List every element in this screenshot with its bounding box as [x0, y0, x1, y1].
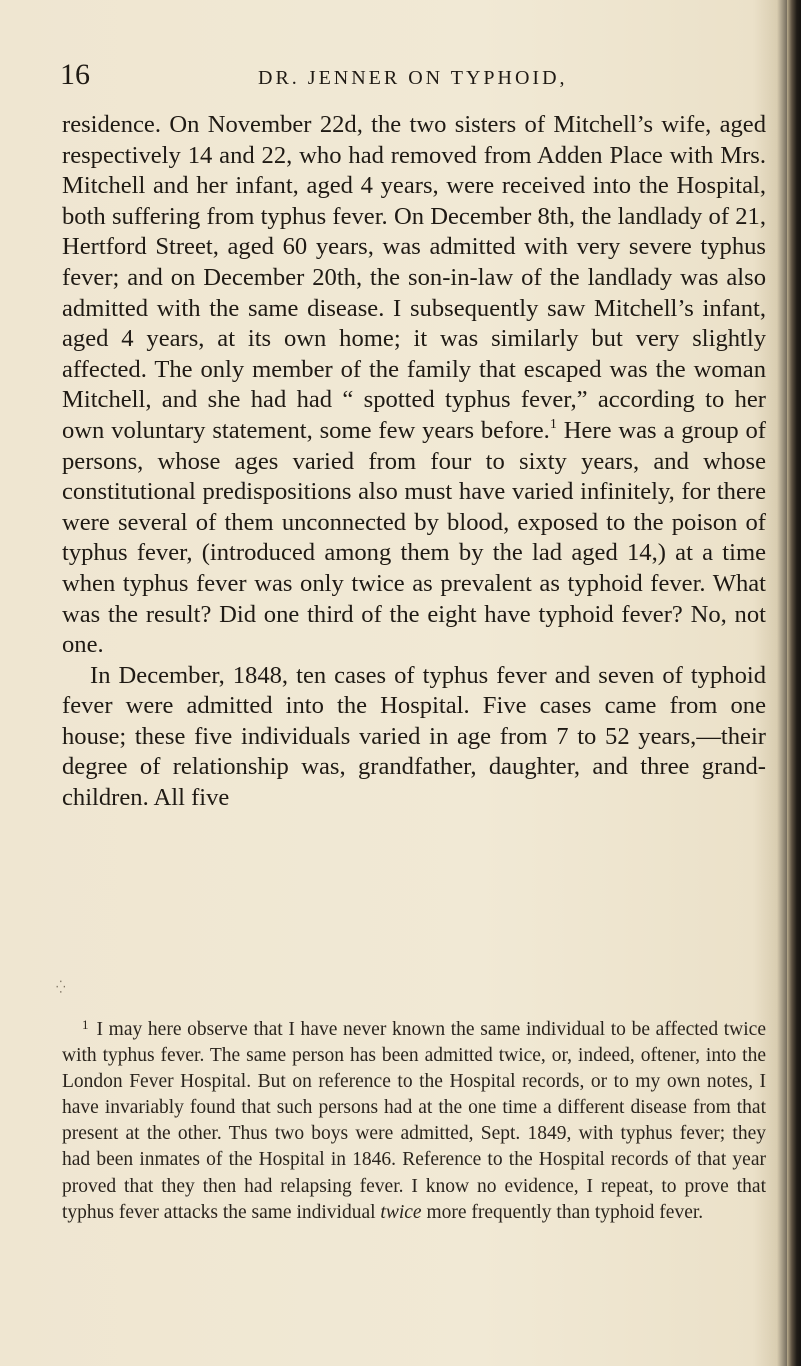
- page-number: 16: [60, 58, 90, 91]
- paragraph-text: residence. On November 22d, the two sisters of Mitchell’s wife, aged respectively 14 and 22, who had removed from Adden Place with Mrs. Mitchell and her infant, aged 4 years, were received into the Hospital, both suffering from typhus fever. On December 8th, the landlady of 21, Hertford Street, aged 60 years, was admitted with very severe typhus fever; and on December 20th, the son-in-law of the landlady was also admitted with the same disease. I subsequently saw Mitchell’s infant, aged 4 years, at its own home; it was similarly but very slightly affected. The only member of the family that escaped was the woman Mitchell, and she had had “ spotted typhus fever,” according to her own voluntary statement, some few years before.: [62, 111, 766, 444]
- footnote-emphasis: twice: [380, 1201, 422, 1223]
- footnote-marker: 1: [82, 1017, 89, 1032]
- footnote-reference: 1: [549, 416, 557, 432]
- paragraph: [62, 110, 766, 661]
- page-edge-shadow: [787, 0, 801, 1366]
- footnote-text: more frequently than typhoid fever.: [421, 1201, 704, 1223]
- page-header: [60, 55, 740, 95]
- running-head: DR. JENNER ON TYPHOID,: [258, 67, 568, 89]
- paragraph-text: Here was a group of persons, whose ages varied from four to sixty years, and whose constitutional predispositions also must have varied infinitely, for there were several of them unconnected by blood, exposed to the poison of typhus fever, (introduced among them by the lad aged 14,) at a time when typhus fever was only twice as prevalent as typhoid fever. What was the result? Did one third of the eight have typhoid fever? No, not one.: [62, 416, 766, 659]
- paragraph: In December, 1848, ten cases of typhus fever and seven of typhoid fever were admitted into the Hospital. Five cases came from one house; these five individuals varied in age from 7 to 52 years,—their degree of relationship was, grandfather, daughter, and three grand-children. All five: [62, 661, 766, 812]
- print-speck: ⁛: [56, 980, 66, 994]
- main-text: [62, 110, 766, 814]
- footnote: [62, 1012, 766, 1226]
- footnote-paragraph: [62, 1012, 766, 1226]
- footnote-text: I may here observe that I have never known the same individual to be affected twice with typhus fever. The same person has been admitted twice, or, indeed, oftener, into the London Fever Hospital. But on reference to the Hospital records, or to my own notes, I have invariably found that such persons had at the one time a different disease from that present at the other. Thus two boys were admitted, Sept. 1849, with typhus fever; they had been inmates of the Hospital in 1846. Reference to the Hospital records of that year proved that they then had relapsing fever. I know no evidence, I repeat, to prove that typhus fever attacks the same individual: [62, 1019, 766, 1223]
